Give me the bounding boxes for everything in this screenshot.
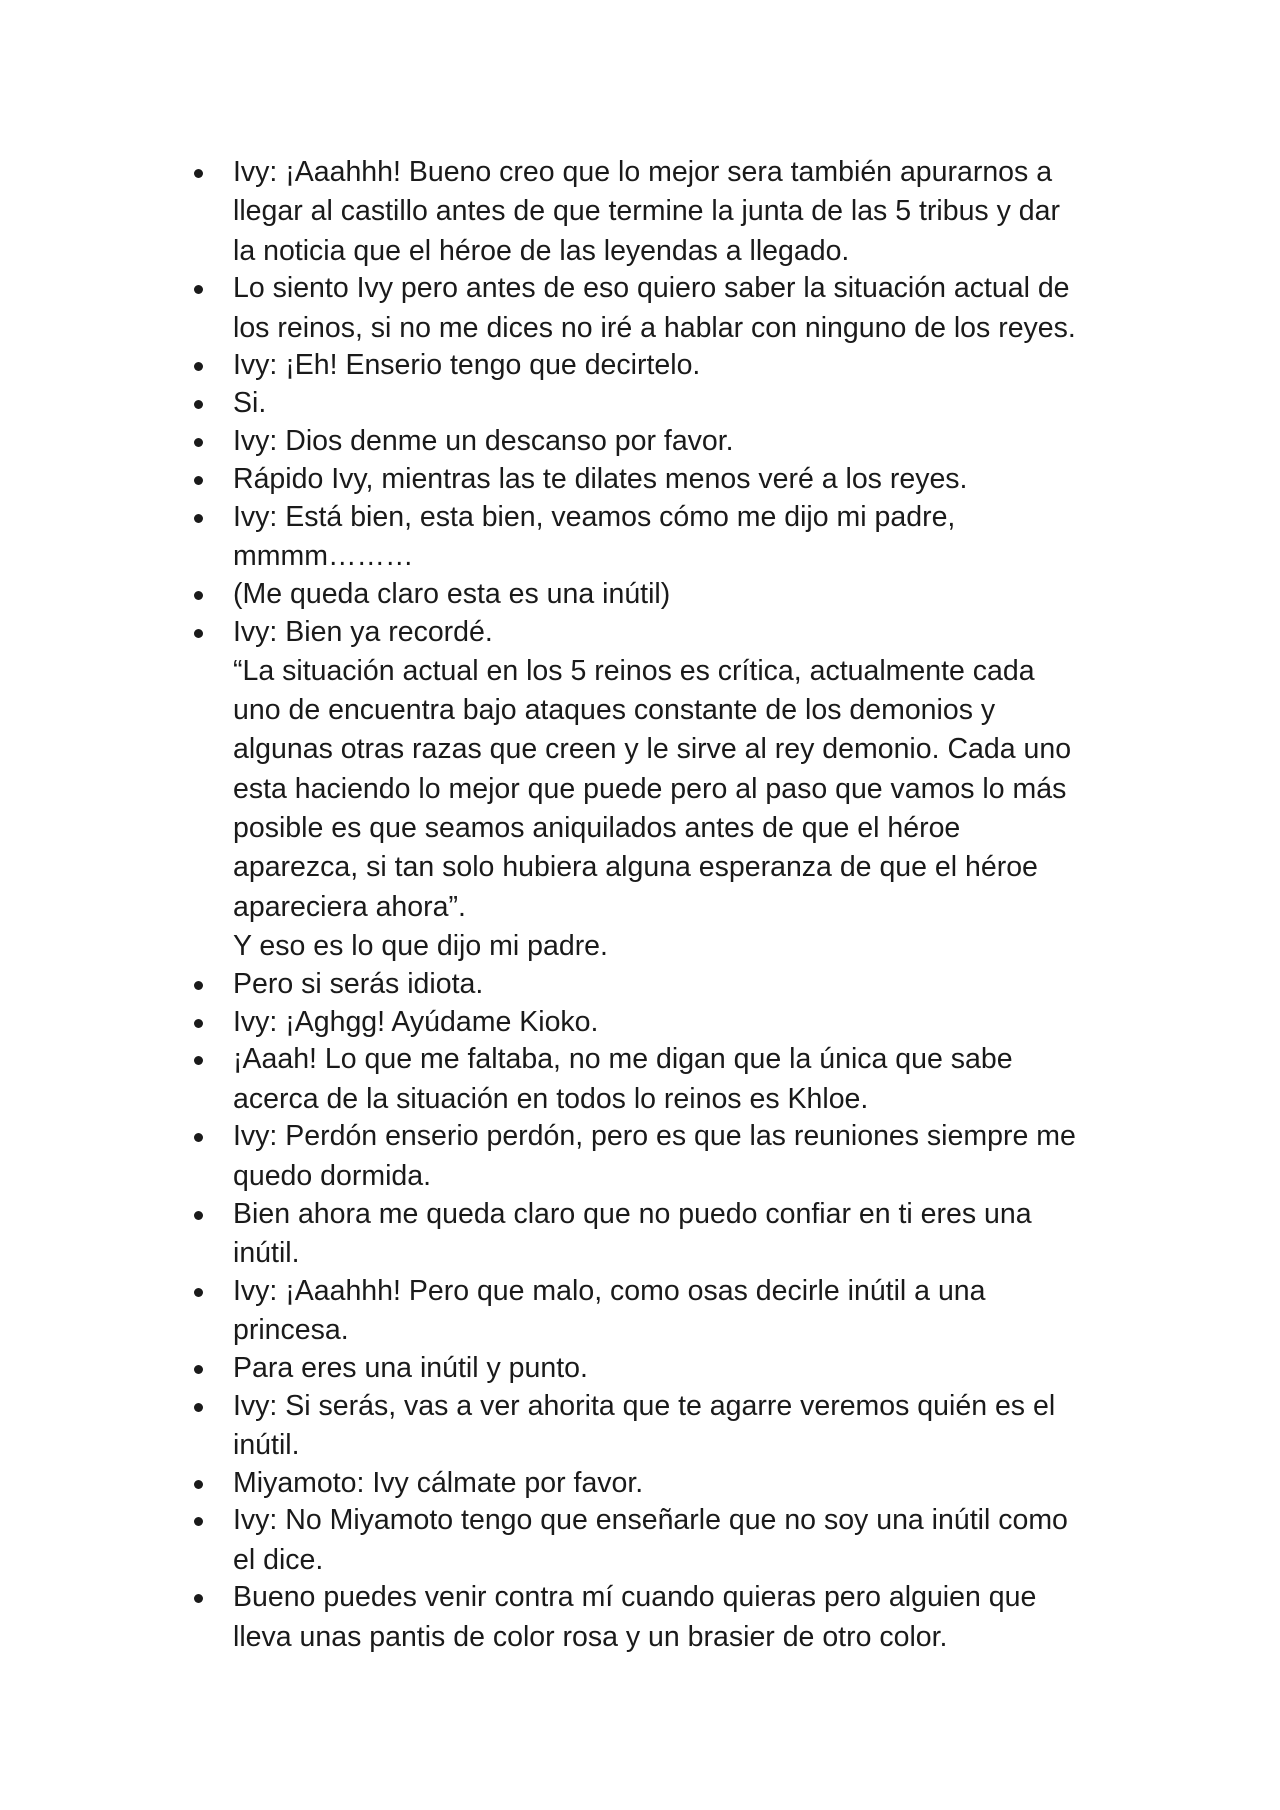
bullet-icon [194,1365,203,1374]
list-item-line: Ivy: ¡Aaahhh! Pero que malo, como osas decirle inútil a una [233,1274,986,1307]
list-item [188,1118,1148,1195]
list-item-line: esta haciendo lo mejor que puede pero al paso que vamos lo más [233,772,1067,805]
list-item-line: Miyamoto: Ivy cálmate por favor. [233,1466,644,1499]
list-item [188,1196,1148,1273]
list-item-line: algunas otras razas que creen y le sirve al rey demonio. Cada uno [233,733,1072,766]
bullet-icon [194,400,203,409]
bullet-icon [194,591,203,600]
list-item-line: Ivy: ¡Aaahhh! Bueno creo que lo mejor sera también apurarnos a [233,156,1053,188]
list-item-line: Pero si serás idiota. [233,967,484,1000]
list-item-line: posible es que seamos aniquilados antes de que el héroe [233,812,961,845]
list-item-line: uno de encuentra bajo ataques constante de los demonios y [233,694,996,727]
list-item-line: quedo dormida. [233,1159,432,1192]
list-item-line: Ivy: No Miyamoto tengo que enseñarle que no soy una inútil como [233,1504,1068,1537]
bullet-icon [194,438,203,447]
list-item-line: Ivy: Bien ya recordé. [233,615,493,648]
bullet-icon [194,1133,203,1142]
list-item-line: Lo siento Ivy pero antes de eso quiero saber la situación actual de [233,272,1070,305]
bullet-icon [194,629,203,638]
list-item-line: mmmm……… [233,539,414,572]
list-item-line: aparezca, si tan solo hubiera alguna esperanza de que el héroe [233,851,1038,884]
bullet-icon [194,169,203,178]
bullet-icon [194,1480,203,1489]
list-item-line: el dice. [233,1543,324,1576]
bullet-list [188,154,1148,1657]
list-item-line: (Me queda claro esta es una inútil) [233,577,671,610]
list-item-line: inútil. [233,1236,300,1269]
list-item [188,423,1148,461]
list-item-line: Rápido Ivy, mientras las te dilates menos veré a los reyes. [233,462,968,495]
list-item-line: apareciera ahora”. [233,890,466,923]
list-item-line: Ivy: Dios denme un descanso por favor. [233,425,734,458]
list-item-line: inútil. [233,1428,300,1461]
list-item-line: Bueno puedes venir contra mí cuando quieras pero alguien que [233,1581,1037,1614]
bullet-icon [194,1594,203,1603]
list-item-line: lleva unas pantis de color rosa y un brasier de otro color. [233,1620,948,1653]
list-item [188,1388,1148,1465]
list-item [188,1465,1148,1503]
list-item-line: princesa. [233,1313,349,1346]
list-item-line: acerca de la situación en todos lo reinos es Khloe. [233,1082,869,1115]
list-item [188,966,1148,1004]
list-item [188,461,1148,499]
list-item [188,154,1148,270]
document-body [188,154,1148,1657]
list-item-line: Ivy: ¡Aghgg! Ayúdame Kioko. [233,1005,599,1038]
list-item-line: la noticia que el héroe de las leyendas a llegado. [233,234,850,267]
bullet-icon [194,981,203,990]
bullet-icon [194,362,203,371]
list-item [188,1350,1148,1388]
bullet-icon [194,1288,203,1297]
bullet-icon [194,285,203,294]
list-item-line: llegar al castillo antes de que termine la junta de las 5 tribus y dar [233,195,1060,228]
bullet-icon [194,1211,203,1220]
list-item-line: Ivy: Si serás, vas a ver ahorita que te agarre veremos quién es el [233,1389,1056,1422]
list-item [188,1273,1148,1350]
list-item [188,1579,1148,1656]
bullet-icon [194,476,203,485]
list-item [188,1041,1148,1118]
list-item [188,1004,1148,1042]
list-item-line: ¡Aaah! Lo que me faltaba, no me digan que la única que sabe [233,1043,1013,1076]
list-item-line: Ivy: ¡Eh! Enserio tengo que decirtelo. [233,349,701,382]
list-item-line: “La situación actual en los 5 reinos es crítica, actualmente cada [233,654,1035,687]
bullet-icon [194,1517,203,1526]
list-item-line: los reinos, si no me dices no iré a hablar con ninguno de los reyes. [233,311,1076,344]
list-item-line: Bien ahora me queda claro que no puedo confiar en ti eres una [233,1197,1032,1230]
list-item [188,499,1148,576]
bullet-icon [194,1019,203,1028]
list-item [188,576,1148,614]
list-item [188,1502,1148,1579]
list-item [188,347,1148,385]
bullet-icon [194,1056,203,1065]
list-item-line: Para eres una inútil y punto. [233,1351,588,1384]
list-item-line: Ivy: Está bien, esta bien, veamos cómo me dijo mi padre, [233,500,956,533]
list-item-line: Si. [233,387,267,420]
list-item [188,385,1148,423]
list-item-line: Ivy: Perdón enserio perdón, pero es que las reuniones siempre me [233,1120,1076,1153]
bullet-icon [194,1403,203,1412]
bullet-icon [194,514,203,523]
list-item [188,614,1148,966]
list-item-line: Y eso es lo que dijo mi padre. [233,929,608,962]
list-item [188,270,1148,347]
